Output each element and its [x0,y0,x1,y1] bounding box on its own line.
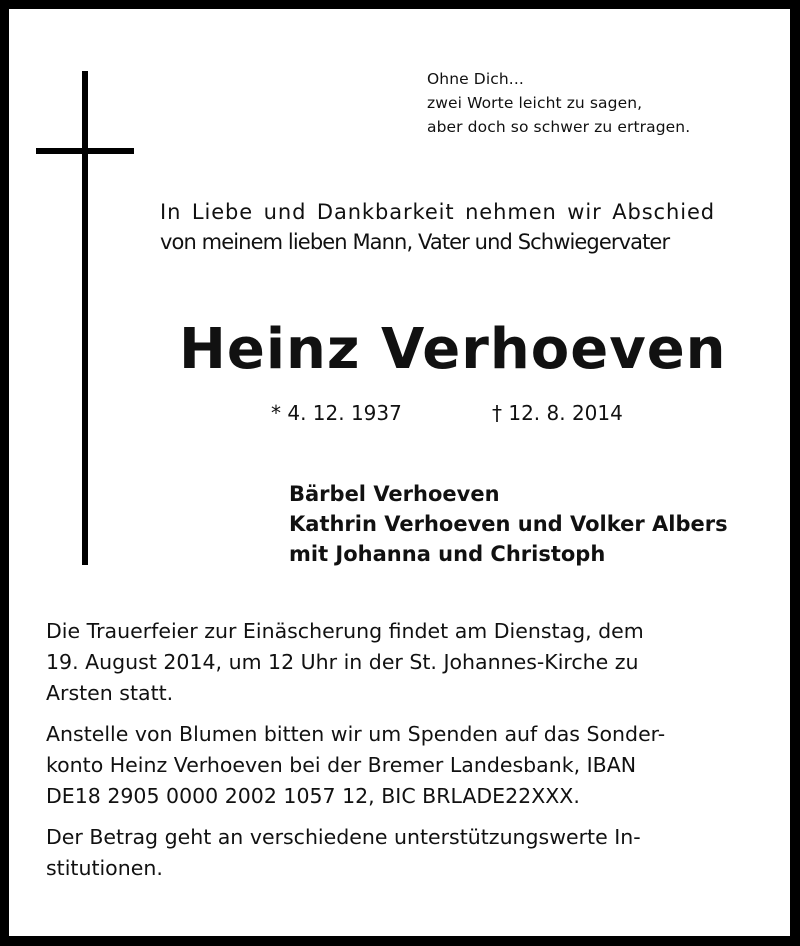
mourner-line: Bärbel Verhoeven [289,482,500,506]
life-dates [271,399,623,427]
text-line: konto Heinz Verhoeven bei der Bremer Landesbank, IBAN [46,753,637,777]
cross-icon-vertical-bar [82,71,88,565]
deceased-name: Heinz Verhoeven [179,317,727,382]
details [46,616,764,894]
mourners [289,479,728,569]
intro-line: von meinem lieben Mann, Vater und Schwiegervater [160,230,670,254]
obituary-notice [9,9,790,936]
intro-line: In Liebe und Dankbarkeit nehmen wir Abschied [160,200,715,224]
text-line: Anstelle von Blumen bitten wir um Spenden auf das Sonder- [46,722,666,746]
text-line: stitutionen. [46,856,163,880]
text-line: DE18 2905 0000 2002 1057 12, BIC BRLADE22XXX. [46,784,580,808]
mourner-line: mit Johanna und Christoph [289,542,606,566]
birth-date: * 4. 12. 1937 [271,401,402,425]
donation-info [46,719,764,812]
text-line: 19. August 2014, um 12 Uhr in der St. Johannes-Kirche zu [46,650,639,674]
intro-text [160,197,750,257]
text-line: Der Betrag geht an verschiedene unterstützungswerte In- [46,825,641,849]
poem-line: Ohne Dich... [427,70,524,88]
donation-purpose [46,822,764,884]
mourner-line: Kathrin Verhoeven und Volker Albers [289,512,728,536]
funeral-info [46,616,764,709]
poem-line: zwei Worte leicht zu sagen, [427,94,643,112]
poem [427,67,690,139]
death-date: † 12. 8. 2014 [492,401,623,425]
text-line: Arsten statt. [46,681,174,705]
text-line: Die Trauerfeier zur Einäscherung findet am Dienstag, dem [46,619,644,643]
poem-line: aber doch so schwer zu ertragen. [427,118,691,136]
cross-icon-horizontal-bar [36,148,134,154]
